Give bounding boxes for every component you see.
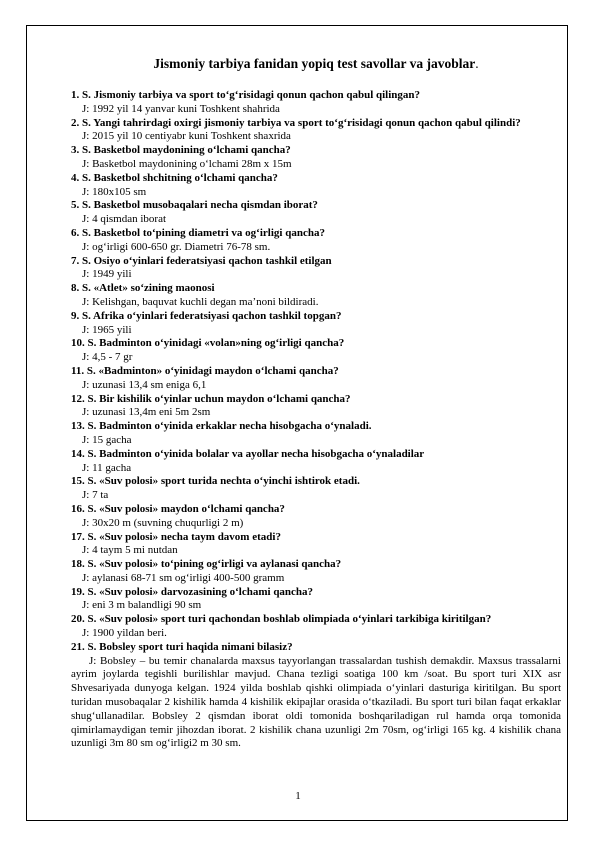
- answer: J: aylanasi 68-71 sm og‘irligi 400-500 gramm: [82, 571, 285, 584]
- question: 12. S. Bir kishilik o‘yinlar uchun maydon o‘lchami qancha?: [71, 392, 351, 405]
- answer: J: 1949 yili: [82, 268, 132, 281]
- question: 8. S. «Atlet» so‘zining maonosi: [71, 282, 215, 295]
- answer: J: 30x20 m (suvning chuqurligi 2 m): [82, 516, 244, 529]
- document-body: [71, 56, 561, 751]
- answer: J: 4,5 - 7 gr: [82, 351, 133, 364]
- question: 18. S. «Suv polosi» to‘pining og‘irligi va aylanasi qancha?: [71, 558, 342, 571]
- answer: J: Basketbol maydonining o‘lchami 28m x 15m: [82, 157, 292, 170]
- page-number: 1: [295, 790, 301, 802]
- answer: J: Bobsley – bu temir chanalarda maxsus tayyorlangan trassalardan tushish demakdir. Maxsus trassalarni ayrim joylarda tegishli burilishlar mavjud. Chana tezligi soatiga 100 km /soat. Bu sport turi XIX asr Shvesariyada dunyoga kelgan. 1924 yilda boshlab qishki olimpiada o‘yinlari dasturiga kiritilgan. Bu sport turidan musobaqalar 2 kishilik hamda 4 kishilik ekipajlar orasida o‘tkaziladi. Bu sport turi bilan faqat erkaklar shug‘ullanadilar. Bobsley 2 qismdan iborat oldi tomonida boshqariladigan rul hamda orqa tomonida qimirlamaydigan temir jihozdan iborat. 2 kishilik chana uzunligi 2m 70sm, og‘irligi 165 kg. 4 kishilik chana uzunligi 3m 80 sm og‘irligi2 m 30 sm.: [71, 654, 561, 750]
- question: 13. S. Badminton o‘yinida erkaklar necha hisobgacha o‘ynaladi.: [71, 420, 372, 433]
- question: 1. S. Jismoniy tarbiya va sport to‘g‘risidagi qonun qachon qabul qilingan?: [71, 89, 421, 101]
- answer: J: uzunasi 13,4m eni 5m 2sm: [82, 406, 211, 419]
- question: 17. S. «Suv polosi» necha taym davom etadi?: [71, 530, 281, 543]
- answer: J: 1992 yil 14 yanvar kuni Toshkent shahrida: [82, 102, 280, 115]
- question: 11. S. «Badminton» o‘yinidagi maydon o‘lchami qancha?: [71, 364, 339, 377]
- qa-list: [71, 89, 561, 751]
- question: 19. S. «Suv polosi» darvozasining o‘lchami qancha?: [71, 585, 314, 598]
- question: 15. S. «Suv polosi» sport turida nechta o‘yinchi ishtirok etadi.: [71, 475, 360, 488]
- answer: J: 4 qismdan iborat: [82, 213, 167, 226]
- question: 10. S. Badminton o‘yinidagi «volan»ning og‘irligi qancha?: [71, 337, 345, 350]
- document-title: [71, 56, 561, 72]
- answer: J: og‘irligi 600-650 gr. Diametri 76-78 sm.: [82, 240, 271, 253]
- answer: J: 180x105 sm: [82, 185, 147, 198]
- answer: J: Kelishgan, baquvat kuchli degan ma’noni bildiradi.: [82, 295, 319, 308]
- title-suffix: .: [475, 56, 479, 71]
- question: 7. S. Osiyo o‘yinlari federatsiyasi qachon tashkil etilgan: [71, 254, 332, 267]
- answer: J: 11 gacha: [82, 461, 132, 474]
- question: 2. S. Yangi tahrirdagi oxirgi jismoniy tarbiya va sport to‘g‘risidagi qonun qachon qabul qilindi?: [71, 116, 521, 129]
- question: 4. S. Basketbol shchitning o‘lchami qancha?: [71, 171, 278, 184]
- answer: J: 1965 yili: [82, 323, 132, 336]
- question: 9. S. Afrika o‘yinlari federatsiyasi qachon tashkil topgan?: [71, 309, 342, 322]
- question: 14. S. Badminton o‘yinida bolalar va ayollar necha hisobgacha o‘ynaladilar: [71, 447, 425, 460]
- answer: J: uzunasi 13,4 sm eniga 6,1: [82, 378, 207, 391]
- answer: J: 2015 yil 10 centiyabr kuni Toshkent shaxrida: [82, 130, 291, 143]
- question: 6. S. Basketbol to‘pining diametri va og‘irligi qancha?: [71, 226, 325, 239]
- question: 16. S. «Suv polosi» maydon o‘lchami qancha?: [71, 502, 285, 515]
- question: 5. S. Basketbol musobaqalari necha qismdan iborat?: [71, 199, 318, 212]
- answer: J: 1900 yildan beri.: [82, 627, 167, 640]
- title-text: Jismoniy tarbiya fanidan yopiq test savollar va javoblar: [153, 56, 476, 71]
- answer: J: 15 gacha: [82, 433, 132, 446]
- answer: J: 7 ta: [82, 489, 109, 502]
- answer: J: eni 3 m balandligi 90 sm: [82, 599, 202, 612]
- answer: J: 4 taym 5 mi nutdan: [82, 544, 178, 557]
- question: 21. S. Bobsley sport turi haqida nimani bilasiz?: [71, 640, 293, 653]
- question: 20. S. «Suv polosi» sport turi qachondan boshlab olimpiada o‘yinlari tarkibiga kiritilgan?: [71, 613, 492, 626]
- question: 3. S. Basketbol maydonining o‘lchami qancha?: [71, 144, 291, 157]
